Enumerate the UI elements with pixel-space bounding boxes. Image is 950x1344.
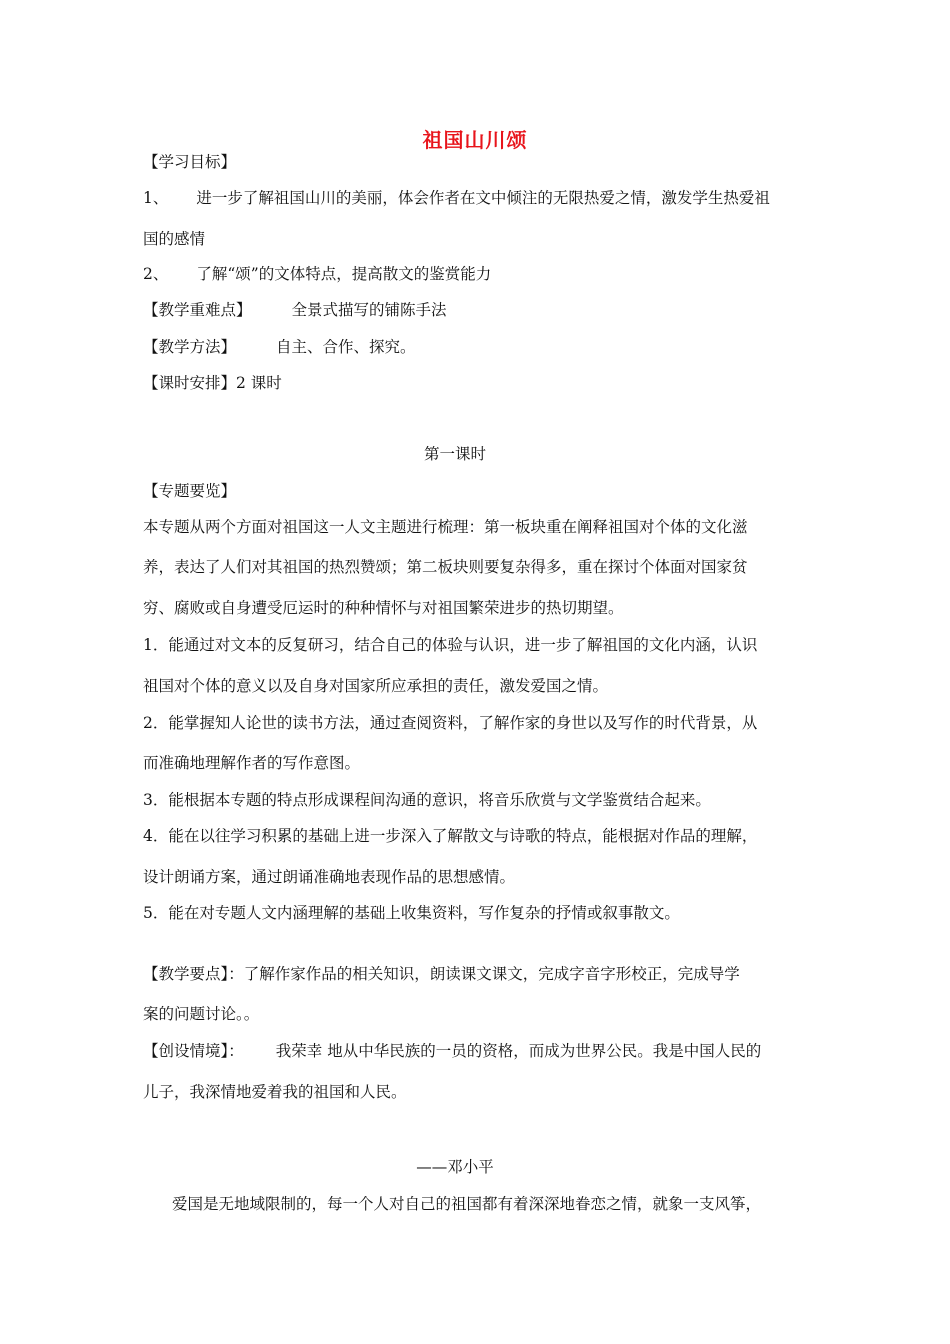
key-points-value: 全景式描写的铺陈手法 <box>291 301 447 319</box>
overview-line: 养，表达了人们对其祖国的热烈赞颂；第二板块则要复杂得多，重在探讨个体面对国家贫 <box>143 558 748 576</box>
document-title: 祖国山川颂 <box>422 128 528 152</box>
objective-1-number: 1、 <box>143 189 169 207</box>
scenario-line-2: 儿子，我深情地爱着我的祖国和人民。 <box>143 1083 407 1101</box>
schedule-value: 2 课时 <box>236 374 282 392</box>
overview-line: 本专题从两个方面对祖国这一人文主题进行梳理：第一板块重在阐释祖国对个体的文化滋 <box>143 518 748 536</box>
key-points-label: 【教学重难点】 <box>143 301 252 319</box>
objective-1-line-1 <box>143 188 770 208</box>
key-points-row <box>143 300 447 320</box>
overview-line: 5．能在对专题人文内涵理解的基础上收集资料，写作复杂的抒情或叙事散文。 <box>143 904 680 922</box>
teaching-points-line-1 <box>143 964 740 984</box>
overview-line: 而准确地理解作者的写作意图。 <box>143 754 361 772</box>
scenario-line-1 <box>143 1041 761 1061</box>
scenario-text: 我荣幸 地从中华民族的一员的资格，而成为世界公民。我是中国人民的 <box>275 1042 762 1060</box>
overview-line: 4．能在以往学习积累的基础上进一步深入了解散文与诗歌的特点，能根据对作品的理解， <box>143 827 758 845</box>
closing-paragraph-line: 爱国是无地域限制的，每一个人对自己的祖国都有着深深地眷恋之情，就象一支风筝， <box>172 1195 762 1213</box>
schedule-row <box>143 373 282 393</box>
overview-line: 2．能掌握知人论世的读书方法，通过查阅资料，了解作家的身世以及写作的时代背景，从 <box>143 714 758 732</box>
objective-2-text: 了解“颂”的文体特点，提高散文的鉴赏能力 <box>196 265 492 283</box>
overview-heading: 【专题要览】 <box>143 482 237 500</box>
lesson-heading: 第一课时 <box>423 445 486 463</box>
objective-2-number: 2、 <box>143 265 169 283</box>
overview-line: 穷、腐败或自身遭受厄运时的种种情怀与对祖国繁荣进步的热切期望。 <box>143 599 624 617</box>
scenario-label: 【创设情境】： <box>143 1042 244 1060</box>
objectives-heading: 【学习目标】 <box>143 153 237 171</box>
quote-attribution: ——邓小平 <box>416 1158 494 1176</box>
methods-row <box>143 337 416 357</box>
objective-1-text: 进一步了解祖国山川的美丽，体会作者在文中倾注的无限热爱之情，激发学生热爱祖 <box>196 189 770 207</box>
teaching-points-label: 【教学要点】： <box>143 965 244 983</box>
overview-line: 1．能通过对文本的反复研习，结合自己的体验与认识，进一步了解祖国的文化内涵，认识 <box>143 636 758 654</box>
teaching-points-text: 了解作家作品的相关知识，朗读课文课文，完成字音字形校正，完成导学 <box>243 965 740 983</box>
methods-value: 自主、合作、探究。 <box>276 338 416 356</box>
overview-line: 3．能根据本专题的特点形成课程间沟通的意识，将音乐欣赏与文学鉴赏结合起来。 <box>143 791 711 809</box>
methods-label: 【教学方法】 <box>143 338 237 356</box>
overview-line: 设计朗诵方案，通过朗诵准确地表现作品的思想感情。 <box>143 868 516 886</box>
objective-1-line-2: 国的感情 <box>143 230 206 248</box>
overview-line: 祖国对个体的意义以及自身对国家所应承担的责任，激发爱国之情。 <box>143 677 609 695</box>
objective-2 <box>143 264 491 284</box>
schedule-label: 【课时安排】 <box>143 374 237 392</box>
teaching-points-line-2: 案的问题讨论。。 <box>143 1005 260 1023</box>
